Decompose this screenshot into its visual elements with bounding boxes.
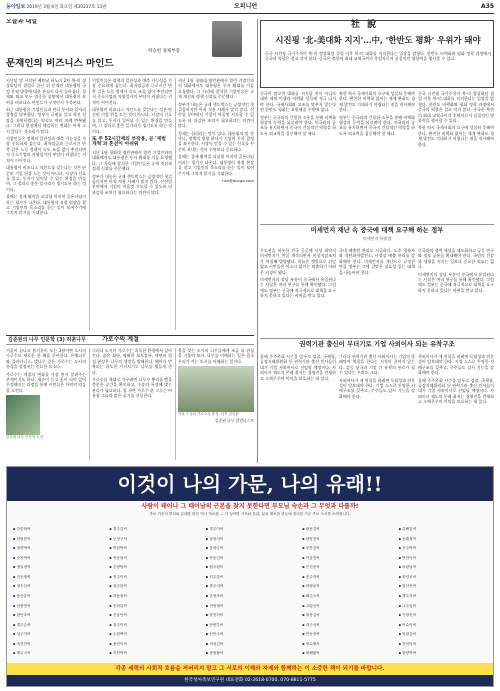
ad-list-item: ▪ 옥천전씨 bbox=[13, 642, 103, 652]
book-cover-image bbox=[6, 395, 40, 435]
editorial2-paragraph: 미세먼지의 상당 부분이 중국에서 유입된다는 사실은 여러 연구를 통해 확인됐다. 그럼에도 정부는 중국에 적극적으로 대책을 요구하지 못하고 있다는 비판을 받고 있다. bbox=[260, 277, 336, 299]
ad-list-item: ▪ 죽산박씨 bbox=[109, 651, 199, 661]
editorial1-text-a bbox=[260, 91, 336, 221]
ad-list-item: ▪ 창원황씨 bbox=[206, 651, 296, 661]
editorial2-paragraph: 국내 배출원 관리도 시급하다. 노후 경유차와 석탄화력발전소, 사업장 배출 관리를 강화해야 한다. 미세먼지를 재난으로 규정한 만큼 정부는 그에 걸맞은 실효성 있는 대책을 내놓아야 한다. bbox=[339, 248, 415, 275]
ad-list-item: ▪ 능성구씨 bbox=[109, 537, 199, 547]
column-divider bbox=[89, 348, 90, 460]
ad-list-item: ▪ 상주박씨 bbox=[399, 546, 489, 556]
ad-list-item: ▪ 동래정씨 bbox=[399, 537, 489, 547]
column1-paragraph: 지난달 말 시작된 베트남 하노이 2차 북-미 정상회담이 결렬로 끝난 뒤 문재인 대통령의 국정 운영 방향에 대한 관심이 다시 높아졌다. 경제와 외교 모두 엄중한 상황에서 대통령이 보여줄 비즈니스 마인드가 무엇인지 주목된다. bbox=[6, 78, 86, 105]
editorial2-text-a bbox=[260, 248, 336, 336]
column1-text-a bbox=[6, 78, 86, 330]
editorial1-title: 시진핑 '北-美대화 지지'…中, '한반도 평화' 우위가 돼야 bbox=[275, 35, 481, 45]
column1-text-c bbox=[178, 78, 254, 330]
advertisement[interactable] bbox=[6, 466, 494, 687]
ad-list-item: ▪ 밀양박씨 bbox=[13, 546, 103, 556]
ad-list-item: ▪ 김해김씨 bbox=[399, 527, 489, 537]
column1-subhead: 또 주 52시간제의 부작용, 곧 '재벌 개혁'과 혼선이 아쉬워 bbox=[92, 137, 166, 148]
column1-paragraph: 정부가 내놓은 규제 샌드박스는 긍정적인 첫걸음이지만 아직 적용 사례가 많지 않다. 신산업 분야에서 기업이 마음껏 시도할 수 있도록 더 과감한 조치가 필요하다는 의견이 많다. bbox=[92, 173, 172, 195]
ad-list-item: ▪ 안동권씨 bbox=[109, 556, 199, 566]
editorial3-paragraph: 올해 주주총회 시즌을 앞두고 검찰, 국세청, 공정거래위원회 등 권력기관 출신 인사들이 대거 기업 사외이사로 선임될 예정이다. 사외이사 제도의 본래 취지는 경영진을 견제하고 소액주주의 이익을 보호하는 데 있다. bbox=[418, 377, 494, 405]
ad-list-item: ▪ 광주이씨 bbox=[109, 623, 199, 633]
ad-list-item: ▪ 평산신씨 bbox=[399, 584, 489, 594]
ad-list-item: ▪ 함양박씨 bbox=[399, 651, 489, 661]
ad-list-item: ▪ 은진송씨 bbox=[302, 565, 392, 575]
photo-caption: 서울 도심의 가로수길 풍경. 사진 김준원 bbox=[178, 412, 239, 417]
ad-list-item: ▪ 파평윤씨 bbox=[302, 584, 392, 594]
ad-list-item: ▪ 남원양씨 bbox=[13, 604, 103, 614]
author-portrait bbox=[212, 21, 242, 57]
column2-text-c bbox=[178, 348, 254, 460]
ad-list-item: ▪ 순천박씨 bbox=[13, 556, 103, 566]
editorial2-title: 미세먼지 재난 속 중국에 대책 요구해 하는 정부 bbox=[310, 226, 444, 234]
section-name: 오피니언 bbox=[234, 3, 258, 10]
editorial1-paragraph: 정부는 중국과의 긴밀한 소통을 통해 비핵화 협상의 동력을 되살려야 한다. 미국과의 공조를 유지하면서 중국이 건설적인 역할을 하도록 외교력을 집중해야 할 때다. bbox=[339, 114, 415, 136]
ad-list-item: ▪ 해주오씨 bbox=[302, 594, 392, 604]
ad-list-item: ▪ 신안주씨 bbox=[206, 632, 296, 642]
ad-list-item: ▪ 진주하씨 bbox=[302, 575, 392, 585]
column1-paragraph: 정부가 내놓은 규제 샌드박스는 긍정적인 첫걸음이지만 아직 적용 사례가 많지 않다. 신산업 분야에서 기업이 마음껏 시도할 수 있도록 더 과감한 조치가 필요하다는 의견이 많다. bbox=[178, 101, 254, 129]
issue-date: 2019년 3월 6일 화요일 제30237호 13판 bbox=[26, 5, 107, 10]
column-divider bbox=[89, 78, 90, 330]
ad-list-item: ▪ 인동장씨 bbox=[13, 575, 103, 585]
column2-title: 가로수의 계절 bbox=[102, 336, 139, 343]
editorial2-paragraph: 미세먼지의 상당 부분이 중국에서 유입된다는 사실은 여러 연구를 통해 확인됐다. 그럼에도 정부는 중국에 적극적으로 대책을 요구하지 못하고 있다는 비판을 받고 있다. bbox=[418, 271, 494, 293]
ad-list-item: ▪ 성주이씨 bbox=[13, 632, 103, 642]
ad-list-item: ▪ 전의이씨 bbox=[399, 642, 489, 652]
ad-list-item: ▪ 반남박씨 bbox=[109, 546, 199, 556]
column2-paragraph: 가로수는 계절의 변화를 가장 먼저 알려주는 존재이기도 하다. 새순이 돋고 꽃이 피며 잎이 무성해지는 과정을 통해 시민들은 자연의 리듬을 느낀다. bbox=[6, 371, 86, 393]
ad-list-item: ▪ 청풍김씨 bbox=[302, 613, 392, 623]
column2-paragraph: 그러나 도시의 가로수는 혹독한 환경에서 살아간다. 좁은 화단, 딱딱한 보도블록, 매연과 열섬 현상은 나무의 생장을 방해한다. 해마다 반복되는 과도한 가지치기도 나무를 병들게 한다. bbox=[92, 348, 172, 375]
editorial1-text-c bbox=[418, 91, 494, 221]
ad-list-item: ▪ 여흥민씨 bbox=[302, 556, 392, 566]
ad-list-item: ▪ 용인이씨 bbox=[109, 642, 199, 652]
ad-list-item: ▪ 한양조씨 bbox=[206, 594, 296, 604]
ad-list-item: ▪ 행주기씨 bbox=[399, 594, 489, 604]
ad-list-item: ▪ 청송심씨 bbox=[13, 584, 103, 594]
column1-title: 문재인의 비즈니스 마인드 bbox=[6, 58, 114, 69]
column2-paragraph: 봄을 맞는 도시의 나무들에게 조금 더 관심을 기울여 보자. 나무를 이해하는 일은 결국 우리가 사는 도시를 이해하는 일이다. bbox=[178, 348, 254, 364]
ad-list-item: ▪ 나주임씨 bbox=[399, 604, 489, 614]
ad-list-item: ▪ 풍산류씨 bbox=[13, 594, 103, 604]
ad-list-item: ▪ 안동김씨 bbox=[206, 556, 296, 566]
editorial2-paragraph: 중국과의 협력 채널을 제도화하고 공동 연구와 정보 공유를 확대해야 한다. 국민의 건강과 생명을 지키는 일보다 중요한 외교는 없다. bbox=[418, 248, 494, 270]
column1-paragraph: 대통령이 비즈니스 마인드를 갖는다는 것은 단순히 기업 편을 드는 것이 아니다. 시장의 신호를 읽고, 투자가 일어날 수 있는 환경을 만들며, 그 결과로 좋은 일자리가 생기도록 하는 것이다. bbox=[6, 165, 86, 192]
column1-header bbox=[6, 19, 254, 59]
page-header bbox=[6, 4, 494, 14]
ad-list-item: ▪ 장수황씨 bbox=[302, 642, 392, 652]
ad-list-item: ▪ 경주이씨 bbox=[206, 527, 296, 537]
ad-list-item: ▪ 대구서씨 bbox=[302, 623, 392, 633]
ad-list-item: ▪ 양천허씨 bbox=[206, 613, 296, 623]
editorial1-paragraph: 중국이 말로만 대화를 지지할 것이 아니라 대북 제재 이행과 비핵화 설득에 적극 나서야 한다. 국제사회와 보조를 맞추지 않는다면 한반도 평화는 요원해질 수밖에 없다. bbox=[260, 91, 336, 113]
column-divider bbox=[175, 348, 176, 460]
ad-list-item: ▪ 제주고씨 bbox=[13, 651, 103, 661]
ad-surname-list bbox=[13, 527, 489, 661]
ad-list-item: ▪ 순흥안씨 bbox=[109, 613, 199, 623]
column1-paragraph: 지난 1월 청와대 영빈관에서 열린 기업인과의 대화에서도 대통령은 투자 확대를 거듭 요청했다. 그 자리에 참석한 기업인들은 규제 개선과 정책 신뢰를 주문했다. bbox=[178, 78, 254, 100]
paper-name: 동아일보 bbox=[6, 4, 26, 10]
ad-list-item: ▪ 경주손씨 bbox=[13, 623, 103, 633]
ad-list-item: ▪ 의령남씨 bbox=[399, 565, 489, 575]
ad-headline: 이것이 나의 가문, 나의 유래!! bbox=[7, 467, 493, 501]
divider bbox=[260, 224, 494, 225]
editorial3-text-c bbox=[418, 354, 494, 460]
editorial2-header bbox=[260, 226, 494, 246]
column1-author: 허승현 경제부장 bbox=[148, 49, 180, 54]
column1-section: 오늘과 내일 bbox=[6, 19, 38, 25]
page-number: A35 bbox=[481, 3, 494, 10]
column2-text-a bbox=[6, 348, 86, 460]
editorial1-paragraph: 북한 역시 국제사회의 요구에 성실히 응해야 한다. 완전한 비핵화 없이는 제재 완화도 경제 발전도 기대하기 어렵다는 점을 직시해야 한다. bbox=[339, 91, 415, 113]
ad-subline: 사람이 태어나 그 태어남의 근본을 찾지 못한다면 부모님 숙손과 그 무엇과 다를까! bbox=[141, 503, 359, 510]
editorial1-text-b bbox=[339, 91, 415, 221]
ad-list-item: ▪ 덕수이씨 bbox=[399, 623, 489, 633]
divider bbox=[6, 74, 254, 75]
ad-list-item: ▪ 연안이씨 bbox=[399, 556, 489, 566]
ad-list-item: ▪ 경주김씨 bbox=[109, 527, 199, 537]
ad-list-item: ▪ 원주원씨 bbox=[206, 565, 296, 575]
ad-list-item: ▪ 거창신씨 bbox=[399, 613, 489, 623]
editorial-box bbox=[260, 20, 494, 88]
column2-paragraph: 가로수를 제대로 가꾸려면 나무가 뿌리를 뻗을 충분한 공간을 확보하고, 수종의 특성에 맞는 관리가 필요하다. 잘 자란 가로수 한 그루는 여름철 그늘과 맑은 공기를 선물한다. bbox=[92, 377, 172, 399]
ad-list-item: ▪ 충주지씨 bbox=[206, 584, 296, 594]
column1-paragraph: 기업인들은 정책의 일관성과 예측 가능성을 가장 중요하게 꼽는다. 최저임금과 근로시간 단축 같은 노동 정책이 속도 조절 없이 추진되면서 중소기업과 자영업자의 부담이 커졌다는 지적이 이어진다. bbox=[6, 136, 86, 163]
editorial3-text-b bbox=[339, 354, 415, 460]
ad-list-item: ▪ 광산김씨 bbox=[302, 527, 392, 537]
book-caption: 김준원 나무 인문학 도서 bbox=[6, 435, 44, 440]
ad-list-item: ▪ 고령신씨 bbox=[302, 604, 392, 614]
editorial2-text-b bbox=[339, 248, 415, 336]
column2-section-name: 김준원의 나무 인문학 bbox=[8, 336, 55, 343]
editorial2-text-c bbox=[418, 248, 494, 336]
editorial1-paragraph: 정부는 중국과의 긴밀한 소통을 통해 비핵화 협상의 동력을 되살려야 한다. 미국과의 공조를 유지하면서 중국이 건설적인 역할을 하도록 외교력을 집중해야 할 때다. bbox=[260, 114, 336, 136]
ad-list-item: ▪ 문화류씨 bbox=[109, 604, 199, 614]
editorial3-header bbox=[260, 340, 494, 352]
masthead-left bbox=[6, 5, 106, 10]
editorial-label: 社 說 bbox=[351, 20, 379, 30]
street-tree-photo bbox=[178, 366, 254, 412]
column2-section bbox=[8, 338, 86, 343]
page-divider bbox=[257, 19, 258, 463]
column1-paragraph: 대통령이 비즈니스 마인드를 갖는다는 것은 단순히 기업 편을 드는 것이 아니다. 시장의 신호를 읽고, 투자가 일어날 수 있는 환경을 만들며, 그 결과로 좋은 일자리가 생기도록 하는 것이다. bbox=[92, 107, 172, 134]
editorial3-title: 권력기관 출신이 무더기로 기업 사외이사 되는 유착구조 bbox=[299, 340, 455, 348]
editorial1-paragraph: 북한 역시 국제사회의 요구에 성실히 응해야 한다. 완전한 비핵화 없이는 제재 완화도 경제 발전도 기대하기 어렵다는 점을 직시해야 한다. bbox=[418, 125, 494, 147]
editorial3-text-a bbox=[260, 354, 336, 460]
ad-list-item: ▪ 의성김씨 bbox=[206, 642, 296, 652]
column1-paragraph: 최근 대통령은 기업인들과 만나 투자와 일자리 창출을 당부했다. 정부가 규제를 풀고 혁신 성장을 지원하겠다는 약속도 여러 차례 반복됐다. 그러나 현장에서 체감하는 변화는 아직 크지 않다는 목소리가 많다. bbox=[6, 107, 86, 134]
ad-list-item: ▪ 남평문씨 bbox=[13, 537, 103, 547]
ad-list-item: ▪ 영광김씨 bbox=[399, 632, 489, 642]
column2-byline: 김준원 나무 칼럼니스트 bbox=[214, 417, 254, 423]
editorial3-paragraph: 그러나 권력기관 출신 사외이사는 기업의 방패막이 역할을 한다는 지적이 끊이지 않는다. 감독 당국과 기업 간 유착의 통로가 될 수 있다는 우려도 크다. bbox=[339, 354, 415, 376]
ad-list-item: ▪ 진양정씨 bbox=[206, 604, 296, 614]
editorial3-paragraph: 사외이사가 제 역할을 하려면 독립성과 전문성이 담보돼야 한다. 기업 스스로 투명한 지배구조를 갖추고, 주주들도 감시 기능을 강화해야 한다. bbox=[339, 377, 415, 399]
editorial1-paragraph: 중국 시진핑 국가주석이 북-미 정상회담 결렬 이후 북-미 대화를 지지한다는 입장을 밝혔다. 한반도 비핵화와 평화 정착 과정에서 중국의 역할은 결코 작지 않다. 중국은 북한의 최대 교역국이자 후원자로서 실질적인 영향력을 행사할 수 있다. bbox=[418, 91, 494, 124]
ad-list-item: ▪ 하동정씨 bbox=[109, 594, 199, 604]
editorial3-paragraph: 올해 주주총회 시즌을 앞두고 검찰, 국세청, 공정거래위원회 등 권력기관 출신 인사들이 대거 기업 사외이사로 선임될 예정이다. 사외이사 제도의 본래 취지는 경영진을 견제하고 소액주주의 이익을 보호하는 데 있다. bbox=[260, 354, 336, 381]
column2-number: (3) 허훈나무 bbox=[56, 336, 86, 343]
column1-paragraph: 경제는 심리라는 말이 있다. 대통령의 말 한마디, 정책의 방향 하나가 기업의 투자 결정을 좌우한다. 시장이 믿을 수 있는 신호를 꾸준히 보내는 것이 무엇보다 중요하다. bbox=[178, 130, 254, 152]
column1-email: hsh@donga.com bbox=[222, 177, 254, 183]
ad-list-item: ▪ 온양방씨 bbox=[109, 565, 199, 575]
ad-list-item: ▪ 달성서씨 bbox=[206, 537, 296, 547]
ad-list-item: ▪ 영일정씨 bbox=[13, 565, 103, 575]
column1-paragraph: 올해는 경제 활력을 되살릴 마지막 골든타임이라는 평가가 나온다. 대통령이 직접 현장을 찾고 기업인의 목소리를 듣는 일이 보여주기에 그치지 않기를 기대한다. bbox=[178, 154, 254, 176]
editorial1-paragraph: 중국 시진핑 국가주석이 북-미 정상회담 결렬 이후 북-미 대화를 지지한다는 입장을 밝혔다. 한반도 비핵화와 평화 정착 과정에서 중국의 역할은 결코 작지 않다. 중국은 북한의 최대 교역국이자 후원자로서 실질적인 영향력을 행사할 수 있다. bbox=[265, 51, 491, 62]
column2-paragraph: 겨울이 끝나고 봄기운이 도는 3월이면 도시의 가로수도 새로운 한 해를 준비한다. 은행나무와 플라타너스, 벚나무 같은 가로수는 도시의 풍경을 결정짓는 중요한 요소다. bbox=[6, 348, 86, 370]
column1-paragraph: 지난 1월 청와대 영빈관에서 열린 기업인과의 대화에서도 대통령은 투자 확대를 거듭 요청했다. 그 자리에 참석한 기업인들은 규제 개선과 정책 신뢰를 주문했다. bbox=[92, 149, 172, 172]
ad-list-item: ▪ 창녕조씨 bbox=[399, 575, 489, 585]
ad-list-item: ▪ 전주이씨 bbox=[109, 575, 199, 585]
ad-list-item: ▪ 강릉최씨 bbox=[13, 527, 103, 537]
column1-paragraph: 올해는 경제 활력을 되살릴 마지막 골든타임이라는 평가가 나온다. 대통령이 직접 현장을 찾고 기업인의 목소리를 듣는 일이 보여주기에 그치지 않기를 기대한다. bbox=[6, 194, 86, 216]
ad-list-item: ▪ 수원백씨 bbox=[109, 632, 199, 642]
ad-list-item: ▪ 함안조씨 bbox=[13, 613, 103, 623]
ad-list-item: ▪ 진주강씨 bbox=[206, 575, 296, 585]
column2-header bbox=[6, 335, 254, 345]
ad-list-item: ▪ 안동장씨 bbox=[302, 632, 392, 642]
editorial2-byline: 미세먼지 특별법 bbox=[362, 236, 392, 242]
ad-contact-footer[interactable]: 한국성씨족보연구원 대표전화 02-2618-0700, 070-8811-5775 bbox=[7, 675, 493, 686]
column-divider bbox=[175, 78, 176, 330]
ad-list-item: ▪ 단양우씨 bbox=[206, 623, 296, 633]
ad-list-item: ▪ 봉화금씨 bbox=[206, 546, 296, 556]
ad-list-item: ▪ 담양전씨 bbox=[302, 537, 392, 547]
column2-text-b bbox=[92, 348, 172, 460]
ad-list-item: ▪ 평해황씨 bbox=[302, 651, 392, 661]
editorial3-paragraph: 사외이사가 제 역할을 하려면 독립성과 전문성이 담보돼야 한다. 기업 스스로 투명한 지배구조를 갖추고, 주주들도 감시 기능을 강화해야 한다. bbox=[418, 354, 494, 376]
ad-band: 각종 세력의 사회적 흐름을 저버리지 말고 그 서로의 이해와 자제와 함께하는 이 소중한 책이 되기를 바랍니다. bbox=[7, 663, 493, 675]
column1-text-b bbox=[92, 78, 172, 330]
editorial1-lead bbox=[265, 51, 491, 87]
column1-paragraph: 기업인들은 정책의 일관성과 예측 가능성을 가장 중요하게 꼽는다. 최저임금과 근로시간 단축 같은 노동 정책이 속도 조절 없이 추진되면서 중소기업과 자영업자의 부담이 커졌다는 지적이 이어진다. bbox=[92, 78, 172, 105]
ad-list-item: ▪ 부안김씨 bbox=[302, 546, 392, 556]
editorial2-paragraph: 수도권을 비롯한 전국 곳곳에 사상 최악의 미세먼지가 연일 계속되면서 비상저감조치가 며칠째 발령됐다. 하늘은 잿빛으로 뒤덮였고 시민들은 마스크 없이는 외출하기 어려운 지경이 됐다. bbox=[260, 248, 336, 275]
divider bbox=[260, 338, 494, 339]
ad-description: 족보 가문의 뿌리와 유래를 밝힌 역사 자료집 — 각 성씨별 시조와 본관, 분파 계보를 한눈에 정리한 가문 족보 도서를 소개합니다. bbox=[149, 512, 351, 516]
ad-list-item: ▪ 청주한씨 bbox=[109, 584, 199, 594]
